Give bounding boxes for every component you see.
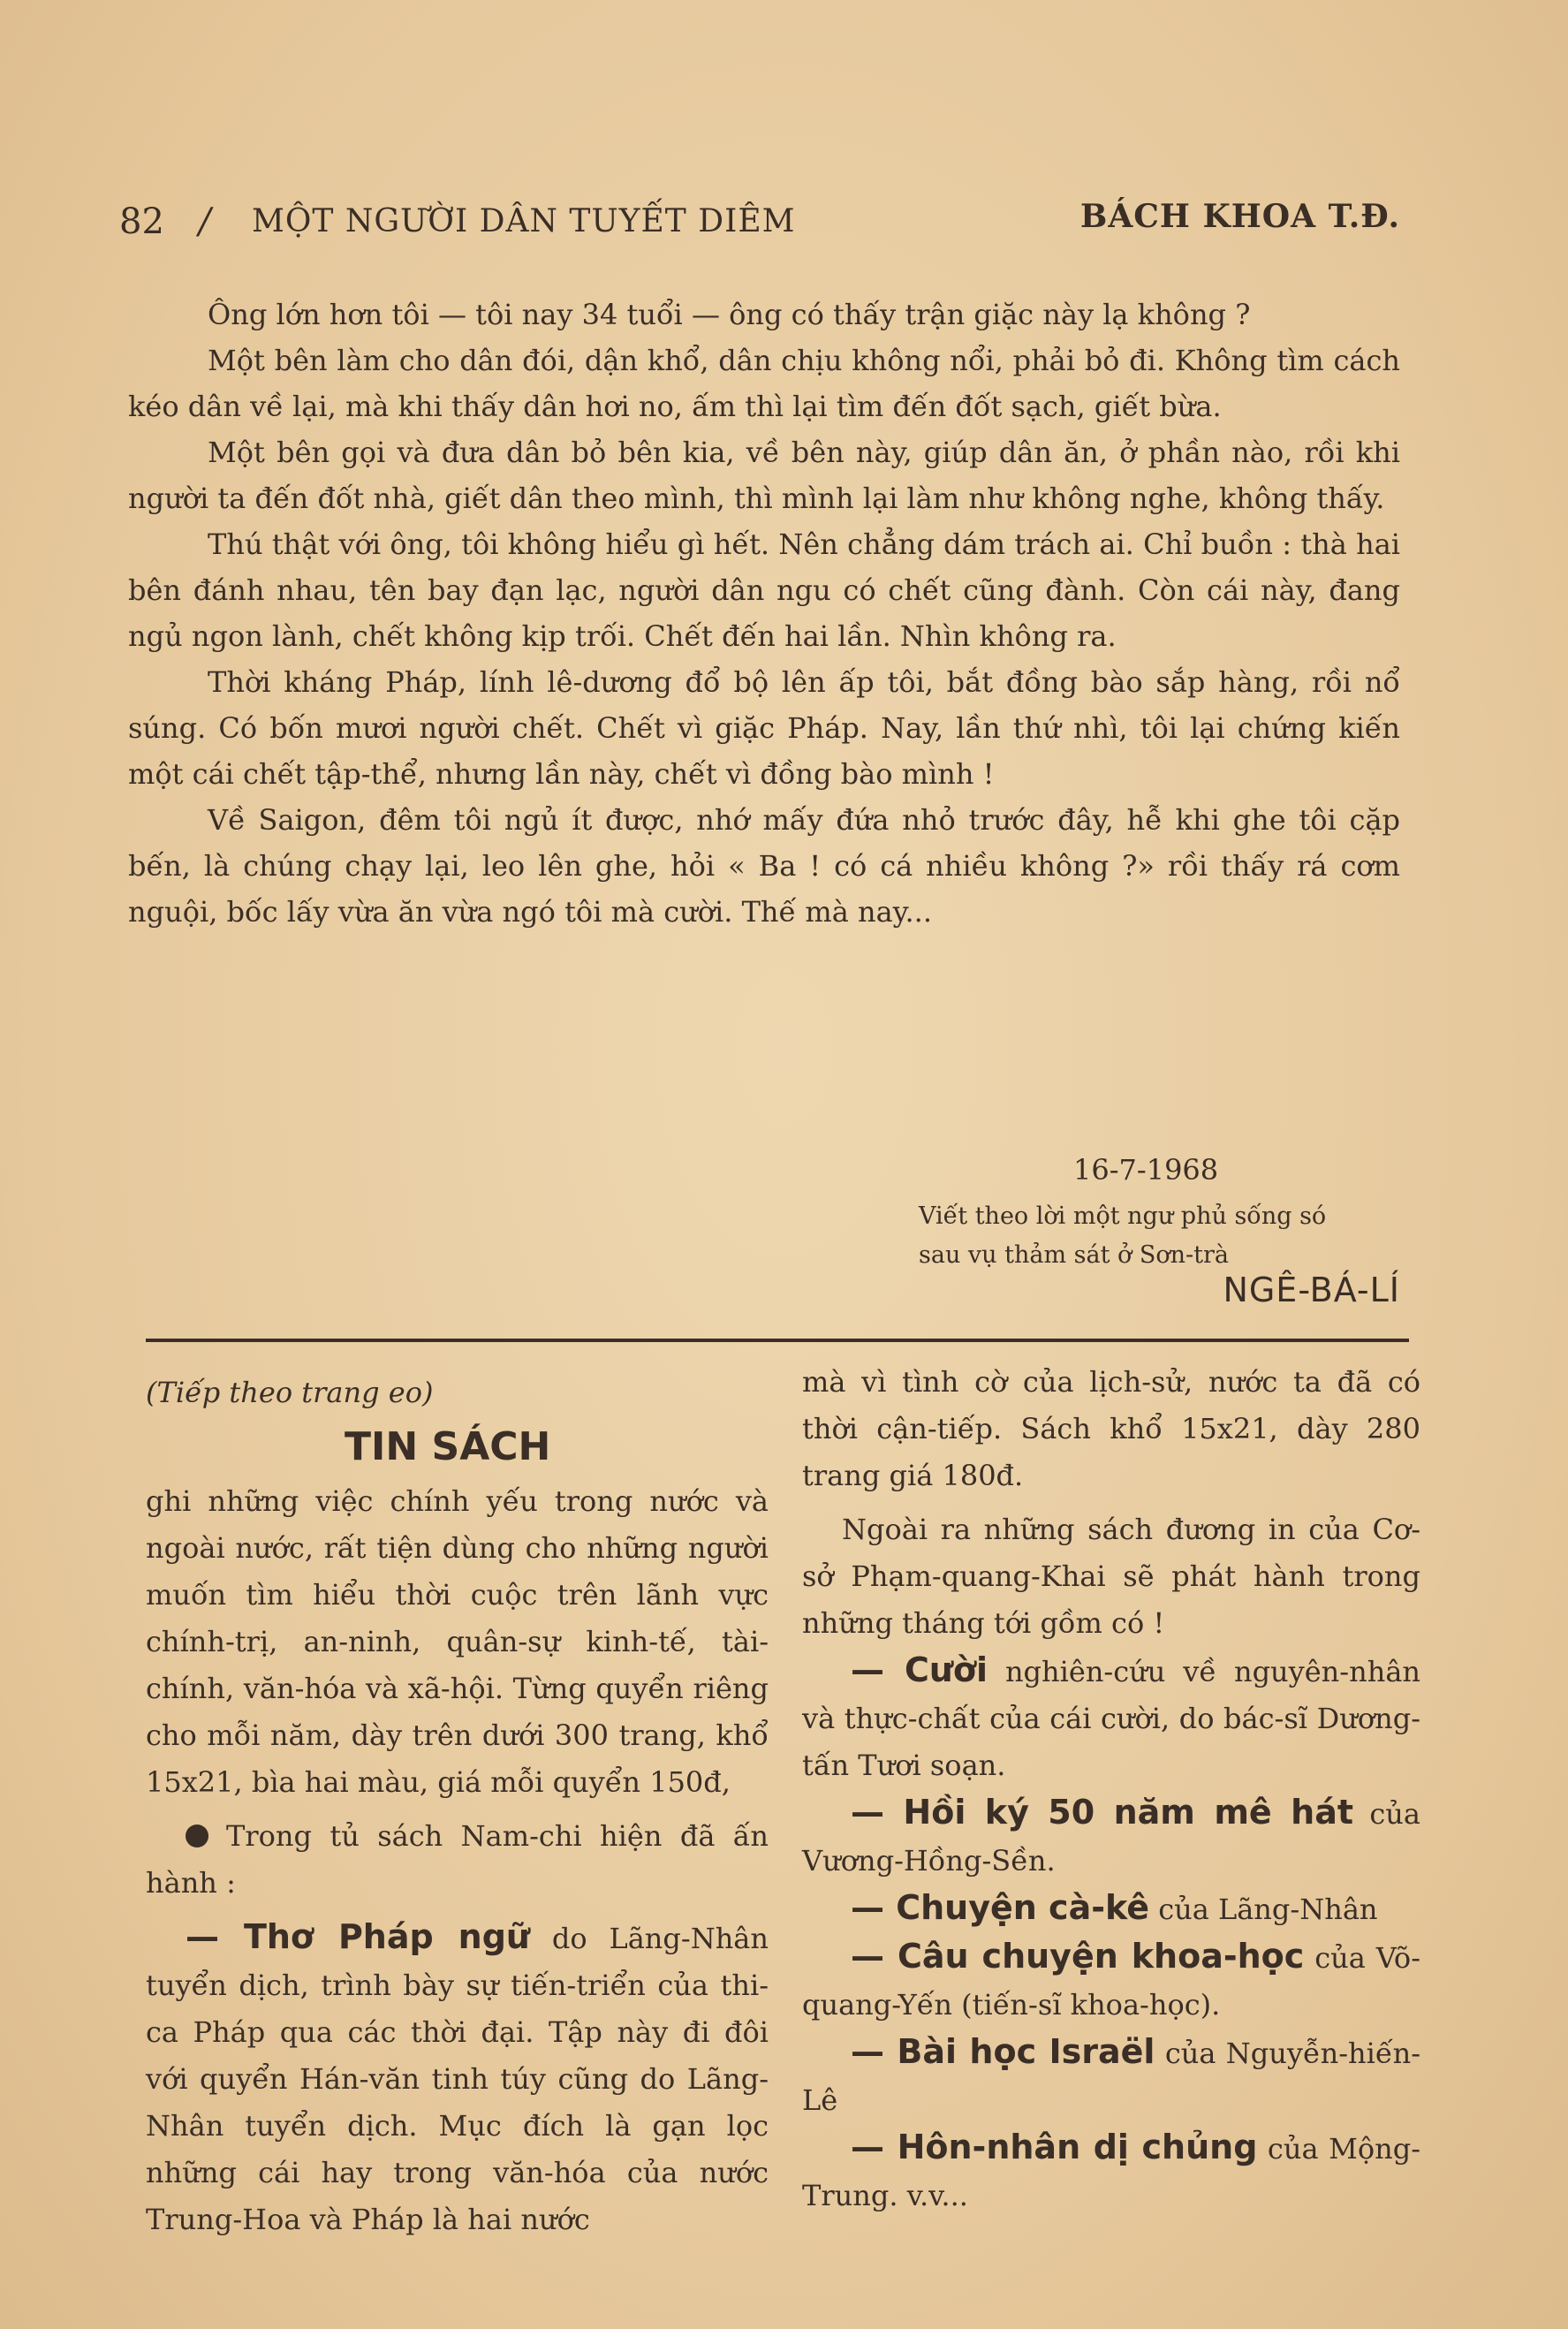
book-title: — Câu chuyện khoa-học	[851, 1937, 1305, 1976]
byline-note-line: sau vụ thảm sát ở Sơn-trà	[919, 1241, 1230, 1269]
book-paragraph: ghi những việc chính yếu trong nước và ngoài nước, rất tiện dùng cho những người muốn tìm hiểu thời cuộc trên lãnh vực chính-trị, an-ninh, quân-sự kinh-tế, tài-chính, văn-hóa và xã-hội. Từng quyển riêng cho mỗi năm, dày trên dưới 300 trang, khổ 15x21, bìa hai màu, giá mỗi quyển 150đ,	[146, 1484, 769, 1799]
book-description: nghiên-cứu về nguyên-nhân và thực-chất của cái cười, do bác-sĩ Dương-tấn Tươi soạn.	[802, 1655, 1421, 1782]
bullet-icon	[186, 1825, 208, 1847]
article-date: 16-7-1968	[1073, 1153, 1219, 1187]
book-item	[802, 2124, 1420, 2219]
continued-note: (Tiếp theo trang eo)	[146, 1376, 434, 1409]
book-description: của Mộng-Trung. v.v...	[802, 2132, 1421, 2212]
tin-sach-right-column	[802, 1359, 1420, 2219]
article-paragraph: Một bên gọi và đưa dân bỏ bên kia, về bên này, giúp dân ăn, ở phần nào, rồi khi người ta đến đốt nhà, giết dân theo mình, thì mình lại làm như không nghe, không thấy.	[128, 436, 1400, 515]
book-paragraph-text: Trong tủ sách Nam-chi hiện đã ấn hành :	[146, 1819, 769, 1900]
article-paragraph: Về Saigon, đêm tôi ngủ ít được, nhớ mấy đứa nhỏ trước đây, hễ khi ghe tôi cặp bến, là chúng chạy lại, leo lên ghe, hỏi « Ba ! có cá nhiều không ?» rồi thấy rá cơm nguội, bốc lấy vừa ăn vừa ngó tôi mà cười. Thế mà nay...	[128, 803, 1400, 929]
page-number: 82	[119, 201, 164, 242]
article-paragraph: Một bên làm cho dân đói, dận khổ, dân chịu không nổi, phải bỏ đi. Không tìm cách kéo dân về lại, mà khi thấy dân hơi no, ấm thì lại tìm đến đốt sạch, giết bừa.	[128, 344, 1400, 423]
book-paragraph	[146, 1914, 769, 2243]
book-title: — Chuyện cà-kê	[851, 1888, 1150, 1927]
book-item	[802, 1647, 1420, 1789]
author-name: NGÊ-BÁ-LÍ	[1223, 1271, 1400, 1309]
tin-sach-left-column	[146, 1369, 769, 2243]
article-paragraph: Thú thật với ông, tôi không hiểu gì hết. Nên chẳng dám trách ai. Chỉ buồn : thà hai bên đánh nhau, tên bay đạn lạc, người dân ngu có chết cũng đành. Còn cái này, đang ngủ ngon lành, chết không kịp trối. Chết đến hai lần. Nhìn không ra.	[128, 527, 1400, 653]
book-description: do Lãng-Nhân tuyển dịch, trình bày sự tiến-triển của thi-ca Pháp qua các thời đại. Tập này đi đôi với quyển Hán-văn tinh túy cũng do Lãng-Nhân tuyển dịch. Mục đích là gạn lọc những cái hay trong văn-hóa của nước Trung-Hoa và Pháp là hai nước	[146, 1922, 769, 2236]
article-paragraph: Thời kháng Pháp, lính lê-dương đổ bộ lên ấp tôi, bắt đồng bào sắp hàng, rồi nổ súng. Có bốn mươi người chết. Chết vì giặc Pháp. Nay, lần thứ nhì, tôi lại chứng kiến một cái chết tập-thể, nhưng lần này, chết vì đồng bào mình !	[128, 665, 1400, 791]
book-item	[802, 1933, 1420, 2029]
book-item	[802, 1789, 1420, 1885]
book-paragraph: mà vì tình cờ của lịch-sử, nước ta đã có thời cận-tiếp. Sách khổ 15x21, dày 280 trang giá 180đ.	[802, 1365, 1420, 1492]
article-body	[128, 292, 1400, 935]
book-paragraph: Ngoài ra những sách đương in của Cơ-sở Phạm-quang-Khai sẽ phát hành trong những tháng tới gồm có !	[802, 1513, 1420, 1640]
header-separator: /	[199, 201, 211, 242]
section-title: TIN SÁCH	[345, 1424, 551, 1469]
magazine-name: BÁCH KHOA T.Đ.	[1079, 198, 1400, 235]
article-paragraph: Ông lớn hơn tôi — tôi nay 34 tuổi — ông có thấy trận giặc này lạ không ?	[208, 298, 1251, 331]
byline-note-line: Viết theo lời một ngư phủ sống só	[919, 1202, 1327, 1230]
running-title: MỘT NGƯỜI DÂN TUYẾT DIÊM	[252, 203, 796, 239]
page-header	[119, 193, 1400, 254]
section-divider	[146, 1339, 1409, 1342]
book-title: — Hôn-nhân dị chủng	[851, 2128, 1258, 2166]
book-paragraph	[146, 1813, 769, 1907]
book-description: của Lãng-Nhân	[1149, 1893, 1378, 1926]
book-description: của Nguyễn-hiến-Lê	[802, 2037, 1420, 2117]
book-description: của Vương-Hồng-Sền.	[802, 1797, 1420, 1878]
book-description: của Võ-quang-Yến (tiến-sĩ khoa-học).	[802, 1941, 1421, 2022]
book-item	[802, 2029, 1420, 2124]
book-title: — Cười	[851, 1650, 989, 1689]
book-title: — Thơ Pháp ngữ	[186, 1917, 530, 1956]
byline-note	[919, 1197, 1326, 1275]
book-item	[802, 1885, 1420, 1933]
book-title: — Hồi ký 50 năm mê hát	[851, 1793, 1353, 1832]
book-title: — Bài học Israël	[851, 2032, 1155, 2071]
